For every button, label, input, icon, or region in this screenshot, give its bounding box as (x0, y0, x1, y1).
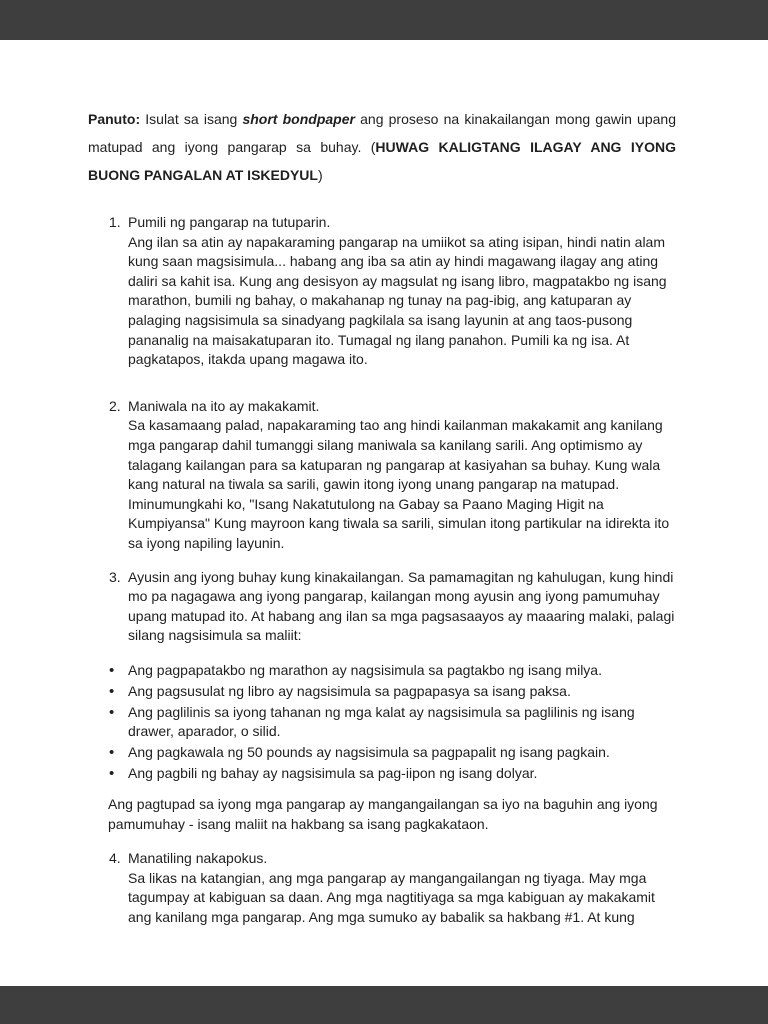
step-body: Ang ilan sa atin ay napakaraming pangarap na umiikot sa ating isipan, hindi natin alam kung saan magsisimula... habang ang iba sa atin ay hindi magawang ilagay ang ating daliri sa kahit isa. Kung ang desisyon ay magsulat ng isang libro, magpatakbo ng isang marathon, bumili ng bahay, o makahanap ng tunay na pag-ibig, ang katuparan ay palaging nagsisimula sa sinadyang pagkilala sa isang layunin at ang taos-pusong pananalig na maisakatuparan ito. Tumagal ng ilang panahon. Pumili ka ng isa. At pagkatapos, itakda upang magawa ito. (128, 233, 667, 368)
closing-paren: ) (317, 167, 323, 183)
viewer-top-bar (0, 0, 768, 40)
step-body: Ayusin ang iyong buhay kung kinakailangan. Sa pamamagitan ng kahulugan, kung hindi mo pa nagagawa ang iyong pangarap, kailangan mong ayusin ang iyong pamumuhay upang matupad ito. At habang ang ilan sa mga pagsasaayos ay maaaring malaki, palagi silang nagsisimula sa maliit: (128, 568, 675, 644)
step-number: 3. (109, 568, 121, 585)
step-body: Sa likas na katangian, ang mga pangarap ay mangangailangan ng tiyaga. May mga tagumpay at kabiguan sa daan. Ang mga nagtitiyaga sa mga kabiguan ay makakamit ang kanilang mga pangarap. Ang mga sumuko ay babalik sa hakbang #1. At kung (128, 869, 655, 925)
document-content (0, 40, 768, 928)
warning-caps-text: HUWAG KALIGTANG ILAGAY ANG IYONG BUONG PANGALAN AT ISKEDYUL (88, 139, 676, 183)
bullet-item: • Ang pagkawala ng 50 pounds ay nagsisimula sa pagpapalit ng isang pagkain. (128, 743, 676, 763)
step-title: Maniwala na ito ay makakamit. (128, 397, 320, 414)
instructions-label: Panuto: (88, 111, 141, 127)
numbered-step-3 (88, 568, 681, 646)
step-title: Pumili ng pangarap na tutuparin. (128, 214, 331, 230)
step-number: 4. (109, 850, 121, 867)
instructions-text-middle: ang proseso na kinakailangan mong gawin upang matupad ang iyong pangarap sa buhay. ( (88, 111, 676, 155)
interlude-paragraph: Ang pagtupad sa iyong mga pangarap ay mangangailangan sa iyo na baguhin ang iyong pamumuhay - isang maliit na hakbang sa isang pagkakataon. (108, 796, 658, 832)
bullet-list (88, 661, 676, 784)
step-title: Manatiling nakapokus. (128, 850, 268, 867)
viewer-bottom-bar (0, 986, 768, 1024)
bullet-item: • Ang pagpapatakbo ng marathon ay nagsisimula sa pagtakbo ng isang milya. (128, 661, 676, 681)
instructions-paragraph (88, 105, 676, 189)
step-number: 1. (109, 214, 121, 230)
instructions-text-start: Isulat sa isang (140, 111, 243, 127)
bullet-item: • Ang pagbili ng bahay ay nagsisimula sa pag-iipon ng isang dolyar. (128, 764, 676, 784)
step-number: 2. (109, 397, 121, 414)
document-page (0, 40, 768, 986)
step-body: Sa kasamaang palad, napakaraming tao ang hindi kailanman makakamit ang kanilang mga pangarap dahil tumanggi silang maniwala sa kanilang sarili. Ang optimismo ay talagang kailangan para sa katuparan ng pangarap at kasiyahan sa buhay. Kung wala kang natural na tiwala sa sarili, gawin itong iyong unang pangarap na matupad. Iminumungkahi ko, "Isang Nakatutulong na Gabay sa Paano Maging Higit na Kumpiyansa" Kung mayroon kang tiwala sa sarili, simulan itong partikular na idirekta ito sa iyong napiling layunin. (128, 417, 670, 551)
numbered-step-1 (88, 213, 681, 370)
numbered-step-2 (88, 397, 681, 554)
numbered-step-4 (88, 849, 681, 927)
bullet-item: • Ang paglilinis sa iyong tahanan ng mga kalat ay nagsisimula sa paglilinis ng isang drawer, aparador, o silid. (128, 703, 676, 742)
bold-italic-emphasis: short bondpaper (242, 111, 355, 127)
bullet-item: • Ang pagsusulat ng libro ay nagsisimula sa pagpapasya sa isang paksa. (128, 682, 676, 702)
